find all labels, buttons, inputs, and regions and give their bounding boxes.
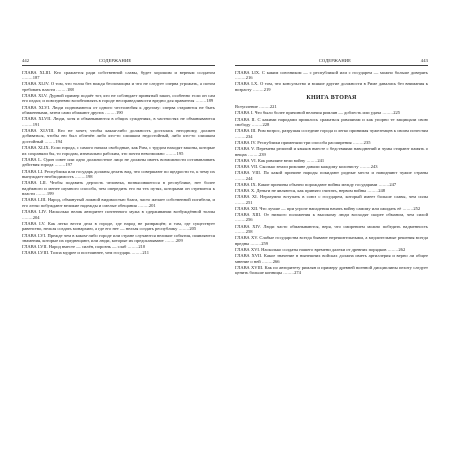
dot-leader: ........ bbox=[250, 122, 263, 128]
toc-entry-page: 219 bbox=[263, 86, 271, 92]
table-of-contents bbox=[235, 104, 428, 276]
toc-entry bbox=[22, 244, 215, 250]
dot-leader: ........ bbox=[235, 133, 246, 139]
dot-leader: ........ bbox=[260, 258, 273, 264]
book-title: КНИГА ВТОРАЯ bbox=[306, 95, 357, 102]
toc-entry bbox=[235, 247, 428, 253]
page-number: 443 bbox=[420, 58, 428, 63]
toc-entry-title: ГЛАВА LVI. Прежде чем в каком-либо городе или стране случаются великие события, появляются знамения, которые их предвещают, или люди, которые их предсказывают bbox=[22, 232, 215, 244]
toc-entry bbox=[22, 197, 215, 208]
dot-leader: ........ bbox=[381, 110, 394, 116]
toc-entry bbox=[235, 117, 428, 128]
toc-entry-title: ГЛАВА LI. Республика или государь должны делать вид, что совершают по щедрости то, к чему их вынуждает необходимость bbox=[22, 168, 215, 180]
dot-leader: ........ bbox=[177, 226, 190, 232]
toc-entry-page: 201 bbox=[148, 203, 156, 209]
toc-entry-page: 248 bbox=[378, 187, 386, 193]
toc-entry-page: 262 bbox=[398, 246, 406, 252]
dot-leader: ........ bbox=[22, 75, 33, 81]
toc-entry-page: 221 bbox=[269, 104, 277, 110]
toc-entry bbox=[22, 81, 215, 92]
toc-entry bbox=[235, 170, 428, 181]
dot-leader: ........ bbox=[377, 181, 390, 187]
dot-leader: ........ bbox=[386, 246, 399, 252]
table-of-contents bbox=[22, 70, 215, 256]
dot-leader: ........ bbox=[164, 150, 177, 156]
toc-entry bbox=[22, 105, 215, 116]
toc-entry bbox=[235, 194, 428, 205]
toc-entry-title: ГЛАВА XLIX. Если города, с самого начала свободные, как Рим, с трудом находят законы, которые их сохраняли бы, то городам, изначально рабским, это почти невозможно bbox=[22, 145, 215, 156]
toc-entry bbox=[235, 146, 428, 157]
toc-entry bbox=[235, 188, 428, 194]
toc-entry-page: 198 bbox=[85, 174, 93, 180]
toc-entry bbox=[235, 224, 428, 235]
toc-entry-page: 204 bbox=[32, 214, 40, 220]
dot-leader: ........ bbox=[22, 214, 33, 220]
toc-entry-page: 191 bbox=[32, 121, 40, 127]
toc-entry-title: ГЛАВА XLV. Дурной пример подаёт тот, кто не соблюдает принятый закон, особенно если он сам его издал; и повседневно возобновлять в городе несправедливости вредно для правителя bbox=[22, 92, 215, 104]
toc-entry-page: 210 bbox=[138, 244, 146, 250]
dot-leader: ........ bbox=[249, 240, 262, 246]
toc-entry bbox=[22, 233, 215, 244]
toc-entry-page: 187 bbox=[32, 75, 40, 81]
toc-entry-page: 239 bbox=[258, 151, 266, 157]
toc-entry-title: ГЛАВА LV. Как легко вести дела в городе, где народ не развращён; и там, где существует равенство, нельзя создать монархию, а где его нет — нельзя создать республику bbox=[22, 220, 215, 232]
toc-entry-page: 228 bbox=[262, 122, 270, 128]
toc-entry bbox=[235, 235, 428, 246]
toc-entry-page: 211 bbox=[142, 250, 149, 256]
toc-entry-page: 252 bbox=[413, 205, 421, 211]
dot-leader: ........ bbox=[351, 139, 364, 145]
toc-entry-page: 194 bbox=[55, 139, 63, 145]
toc-entry bbox=[235, 128, 428, 139]
toc-entry bbox=[22, 116, 215, 127]
dot-leader: ........ bbox=[235, 217, 246, 223]
toc-entry-title: ГЛАВА XV. Слабые государства всегда бывают нерешительными, а медлительные решения всегда вредны bbox=[235, 235, 428, 246]
toc-entry-page: 234 bbox=[245, 133, 253, 139]
toc-entry bbox=[235, 70, 428, 81]
toc-entry-title: ГЛАВА XII. Что лучше — при угрозе нападения начать войну самому или ожидать её bbox=[235, 205, 402, 211]
toc-entry-page: 241 bbox=[317, 157, 325, 163]
dot-leader: ........ bbox=[401, 205, 414, 211]
running-title: СОДЕРЖАНИЕ bbox=[98, 58, 132, 63]
toc-entry-page: 190 bbox=[115, 110, 123, 116]
toc-entry-page: 188 bbox=[66, 86, 74, 92]
dot-leader: ........ bbox=[73, 174, 86, 180]
toc-entry-page: 247 bbox=[389, 181, 397, 187]
toc-entry bbox=[22, 169, 215, 180]
toc-entry-page: 251 bbox=[245, 199, 253, 205]
toc-entry-title: ГЛАВА VIII. По какой причине народы покидают родные места и наводняют чужие страны bbox=[235, 170, 428, 176]
toc-entry bbox=[235, 206, 428, 212]
toc-entry-page: 197 bbox=[65, 162, 73, 168]
dot-leader: ........ bbox=[257, 104, 270, 110]
toc-entry-title: ГЛАВА LIII. Народ, обманутый ложной видимостью блага, часто желает собственной погибели, и его легко побуждают великие надежды и смелые обещания bbox=[22, 197, 215, 209]
toc-entry-title: ГЛАВА III. Рим возрос, разрушая соседние города и легко принимая чужеземцев к своим почестям bbox=[235, 128, 428, 134]
toc-entry bbox=[235, 140, 428, 146]
toc-entry-title: ГЛАВА LVII. Народ вместе — силён, порознь — слаб bbox=[22, 244, 127, 250]
toc-entry-page: 259 bbox=[261, 240, 269, 246]
toc-entry bbox=[235, 265, 428, 276]
dot-leader: ........ bbox=[235, 199, 246, 205]
dot-leader: ........ bbox=[103, 110, 116, 116]
dot-leader: ........ bbox=[43, 139, 56, 145]
dot-leader: ........ bbox=[34, 191, 47, 197]
toc-entry bbox=[22, 145, 215, 156]
running-title: СОДЕРЖАНИЕ bbox=[318, 58, 352, 63]
dot-leader: ........ bbox=[366, 187, 379, 193]
toc-entry bbox=[235, 164, 428, 170]
toc-entry-title: Вступление bbox=[235, 104, 258, 110]
toc-entry-page: 244 bbox=[245, 175, 253, 181]
toc-entry-title: ГЛАВА XLVII. Люди, хотя и обманываются в общих суждениях, в частностях не обманываются bbox=[22, 116, 215, 122]
toc-entry-title: ГЛАВА XVI. Насколько солдаты нашего времени далеки от древних порядков bbox=[235, 246, 387, 252]
dot-leader: ........ bbox=[53, 162, 66, 168]
table-of-contents bbox=[235, 70, 428, 93]
toc-entry bbox=[22, 70, 215, 81]
toc-entry-title: ГЛАВА XLIV. О том, что толпа без вождя беспомощна и что не следует сперва угрожать, а потом требовать власти bbox=[22, 81, 215, 92]
dot-leader: ........ bbox=[235, 229, 246, 235]
toc-entry-title: ГЛАВА IX. Какие причины обычно порождают войны между государями bbox=[235, 181, 378, 187]
toc-entry-page: 199 bbox=[46, 191, 54, 197]
toc-entry-title: ГЛАВА V. Перемена религий и языков вместе с бедствиями наводнений и чумы стирают память о вещах bbox=[235, 146, 428, 157]
toc-entry bbox=[235, 212, 428, 223]
toc-entry-title: ГЛАВА LII. Чтобы подавить дерзость человека, возвысившегося в республике, нет более надёжного и менее шумного способа, чем опередить его на тех путях, которыми он стремится к власти bbox=[22, 180, 215, 197]
toc-entry-page: 216 bbox=[245, 75, 253, 81]
toc-entry-title: ГЛАВА I. Что было более причиной величия римлян — доблесть или удача bbox=[235, 110, 382, 116]
toc-entry-title: ГЛАВА LIV. Насколько велик авторитет почтенного мужа в сдерживании возбуждённой толпы bbox=[22, 209, 215, 215]
dot-leader: ........ bbox=[130, 250, 143, 256]
dot-leader: ........ bbox=[126, 244, 139, 250]
toc-entry-title: ГЛАВА XVIII. Как по авторитету римлян и примеру древней военной дисциплины пехоту следует ценить больше конницы bbox=[235, 264, 428, 276]
toc-entry-title: ГЛАВА LVIII. Толпа мудрее и постояннее, чем государь bbox=[22, 250, 131, 256]
toc-entry bbox=[22, 221, 215, 232]
toc-entry-title: ГЛАВА VI. Как римляне вели войну bbox=[235, 157, 306, 163]
toc-entry bbox=[22, 157, 215, 168]
dot-leader: ........ bbox=[194, 98, 207, 104]
toc-entry bbox=[22, 180, 215, 197]
toc-entry-page: 189 bbox=[206, 98, 214, 104]
toc-entry-page: 266 bbox=[272, 258, 280, 264]
toc-entry-title: ГЛАВА XLVIII. Кто не хочет, чтобы какая-либо должность досталась негодному, должен добиваться, чтобы ею был облечён либо кто-то слишком недостойный, либо кто-то слишком достойный bbox=[22, 127, 215, 145]
dot-leader: ........ bbox=[163, 238, 176, 244]
dot-leader: ........ bbox=[305, 157, 318, 163]
dot-leader: ........ bbox=[358, 163, 371, 169]
toc-entry bbox=[235, 253, 428, 264]
toc-entry-page: 225 bbox=[393, 110, 401, 116]
page-number: 442 bbox=[22, 58, 30, 63]
toc-entry bbox=[22, 250, 215, 256]
toc-entry bbox=[22, 93, 215, 104]
dot-leader: ........ bbox=[251, 86, 264, 92]
toc-entry-page: 209 bbox=[175, 238, 183, 244]
dot-leader: ........ bbox=[54, 86, 67, 92]
toc-entry bbox=[235, 158, 428, 164]
toc-entry-page: 274 bbox=[294, 270, 301, 276]
dot-leader: ........ bbox=[22, 121, 33, 127]
dot-leader: ........ bbox=[235, 175, 246, 181]
toc-entry bbox=[22, 128, 215, 145]
toc-entry-title: ГЛАВА L. Один совет или одно должностное лицо не должны иметь возможности останавливать действия города bbox=[22, 156, 215, 168]
running-head bbox=[22, 58, 215, 66]
dot-leader: ........ bbox=[136, 203, 149, 209]
dot-leader: ........ bbox=[235, 75, 246, 81]
toc-entry bbox=[235, 182, 428, 188]
dot-leader: ........ bbox=[246, 151, 259, 157]
toc-entry-page: 243 bbox=[370, 163, 378, 169]
toc-entry-page: 256 bbox=[245, 217, 253, 223]
toc-entry-page: 205 bbox=[189, 226, 197, 232]
toc-entry-title: ГЛАВА II. С какими народами пришлось сражаться римлянам и как упорно те защищали свою свободу bbox=[235, 116, 428, 128]
toc-entry bbox=[235, 81, 428, 92]
toc-entry-title: ГЛАВА XLIII. Кто сражается ради собственной славы, будет хорошим и верным солдатом bbox=[22, 69, 215, 75]
toc-entry-title: ГЛАВА XIV. Люди часто обманываются, веря, что смирением можно победить надменность bbox=[235, 223, 428, 229]
toc-entry-page: 258 bbox=[245, 229, 253, 235]
toc-entry-title: ГЛАВА XI. Неразумно вступать в союз с государем, который имеет больше славы, чем силы bbox=[235, 194, 428, 200]
toc-entry bbox=[22, 209, 215, 220]
right-page bbox=[225, 0, 450, 450]
toc-entry-title: ГЛАВА VII. Сколько земли римляне давали каждому колонисту bbox=[235, 163, 359, 169]
toc-entry bbox=[235, 110, 428, 116]
dot-leader: ........ bbox=[282, 270, 295, 276]
toc-entry bbox=[235, 104, 428, 110]
toc-entry-title: ГЛАВА IV. Республики применяли три способа расширения bbox=[235, 139, 352, 145]
toc-entry-title: ГЛАВА LIX. С каким союзником — с республикой или с государем — можно больше доверять bbox=[235, 69, 428, 75]
toc-entry-title: ГЛАВА XLVI. Люди поднимаются от одного честолюбия к другому: сперва стараются не быть обиженными, затем сами обижают других bbox=[22, 104, 215, 116]
toc-entry-title: ГЛАВА XVII. Какое значение в нынешних войсках должна иметь артиллерия и верно ли общее мнение о ней bbox=[235, 253, 428, 264]
toc-entry-page: 235 bbox=[363, 139, 371, 145]
toc-entry-title: ГЛАВА XIII. От низкого положения к высокому люди восходят скорее обманом, чем силой bbox=[235, 211, 428, 217]
toc-entry-title: ГЛАВА X. Деньги не являются, как принято считать, нервом войны bbox=[235, 187, 367, 193]
toc-entry-title: ГЛАВА LX. О том, что консульство и всякие другие должности в Риме давались без внимания к возрасту bbox=[235, 81, 428, 92]
toc-entry-page: 195 bbox=[176, 150, 184, 156]
running-head bbox=[235, 58, 428, 66]
